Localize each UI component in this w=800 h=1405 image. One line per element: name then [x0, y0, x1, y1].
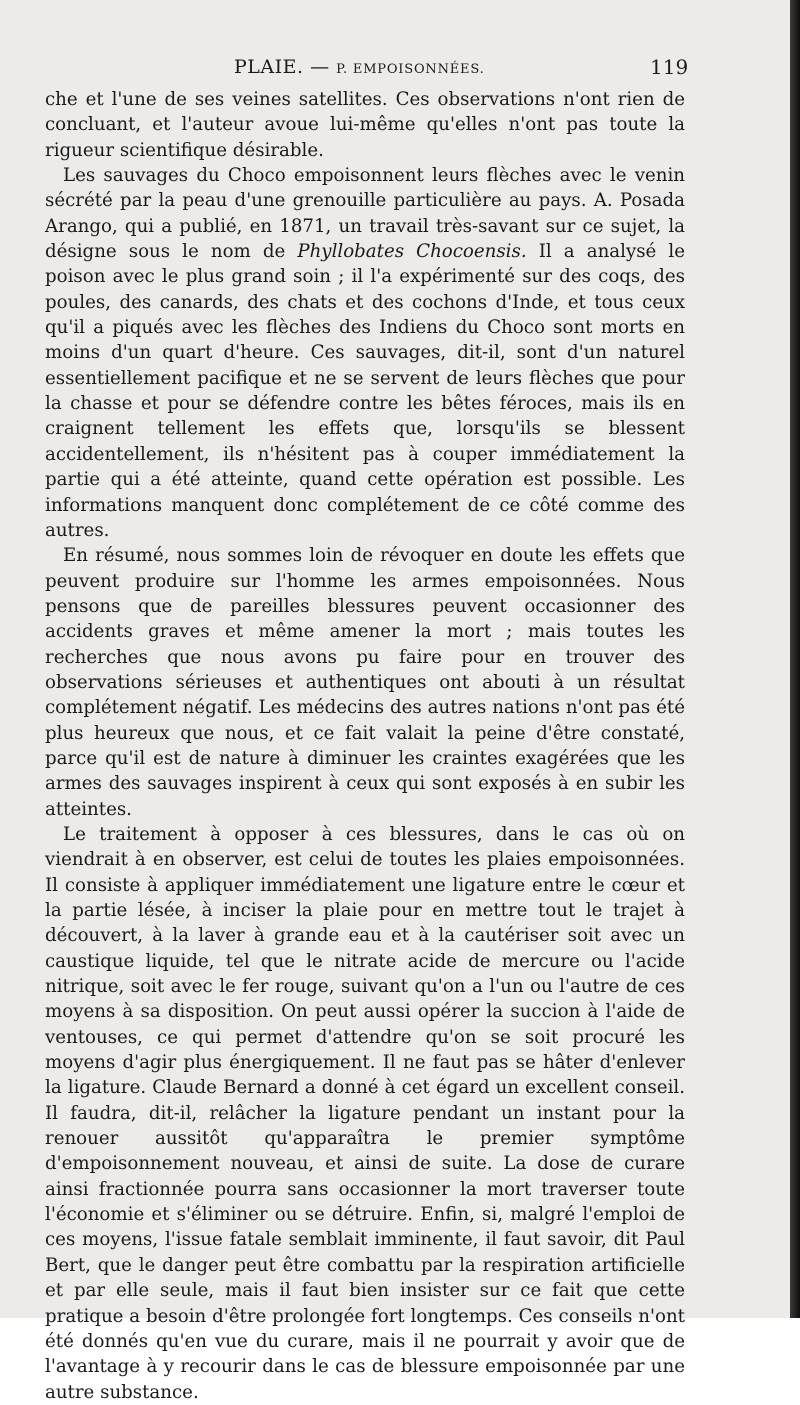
page-edge-shadow [790, 0, 800, 1318]
paragraph-summary: En résumé, nous sommes loin de révoquer en doute les effets que peuvent produire sur l'homme les armes empoisonnées. Nous pensons que de pareilles blessures peuvent occasionner des accidents graves et même amener la mort ; mais toutes les recherches que nous avons pu faire pour en trouver des observations sérieuses et authentiques ont abouti à un résultat complétement négatif. Les médecins des autres nations n'ont pas été plus heureux que nous, et ce fait valait la peine d'être constaté, parce qu'il est de nature à diminuer les craintes exagérées que les armes des sauvages inspirent à ceux qui sont exposés à en subir les atteintes. [45, 545, 685, 820]
paragraph-choco-text-a: Les sauvages du Choco empoisonnent leurs flèches avec le venin sécrété par la peau d'une grenouille particulière au pays. A. Posada Arango, qui a publié, en 1871, un travail très-savant sur ce sujet, la désigne sous le nom de [45, 165, 685, 263]
paragraph-choco-text-b: Il a analysé le poison avec le plus grand soin ; il l'a expérimenté sur des coqs, des poules, des canards, des chats et des cochons d'Inde, et tous ceux qu'il a piqués avec les flèches des Indiens du Choco sont morts en moins d'un quart d'heure. Ces sauvages, dit-il, sont d'un naturel essentiellement pacifique et ne se servent de leurs flèches que pour la chasse et pour se défendre contre les bêtes féroces, mais ils en craignent tellement les effets que, lorsqu'ils se blessent accidentellement, ils n'hésitent pas à couper immédiatement la partie qui a été atteinte, quand cette opération est possible. Les informations manquent donc complétement de ce côté comme des autres. [45, 241, 685, 541]
body-text [45, 87, 685, 1405]
running-head-subtitle: P. EMPOISONNÉES. [336, 62, 485, 77]
running-head [234, 56, 485, 78]
species-name: Phyllobates Chocoensis. [297, 241, 527, 263]
running-head-title: PLAIE. — [234, 56, 337, 78]
page-header [0, 52, 790, 82]
paragraph-choco [45, 163, 685, 543]
page-number: 119 [650, 55, 689, 79]
paragraph-treatment: Le traitement à opposer à ces blessures, dans le cas où on viendrait à en observer, est celui de toutes les plaies empoisonnées. Il consiste à appliquer immédiatement une ligature entre le cœur et la partie lésée, à inciser la plaie pour en mettre tout le trajet à découvert, à la laver à grande eau et à la cautériser soit avec un caustique liquide, tel que le nitrate acide de mercure ou l'acide nitrique, soit avec le fer rouge, suivant qu'on a l'un ou l'autre de ces moyens à sa disposition. On peut aussi opérer la succion à l'aide de ventouses, ce qui permet d'attendre qu'on se soit procuré les moyens d'agir plus énergiquement. Il ne faut pas se hâter d'enlever la ligature. Claude Bernard a donné à cet égard un excellent conseil. Il faudra, dit-il, relâcher la ligature pendant un instant pour la renouer aussitôt qu'apparaîtra le premier symptôme d'empoisonnement nouveau, et ainsi de suite. La dose de curare ainsi fractionnée pourra sans occasionner la mort traverser toute l'économie et s'éliminer ou se détruire. Enfin, si, malgré l'emploi de ces moyens, l'issue fatale semblait imminente, il faut savoir, dit Paul Bert, que le danger peut être combattu par la respiration artificielle et par elle seule, mais il faut bien insister sur ce fait que cette pratique a besoin d'être prolongée fort longtemps. Ces conseils n'ont été donnés qu'en vue du curare, mais il ne pourrait y avoir que de l'avantage à y recourir dans le cas de blessure empoisonnée par une autre substance. [45, 823, 685, 1403]
paragraph-continuation: che et l'une de ses veines satellites. Ces observations n'ont rien de concluant, et l'auteur avoue lui-même qu'elles n'ont pas toute la rigueur scientifique désirable. [45, 89, 685, 161]
